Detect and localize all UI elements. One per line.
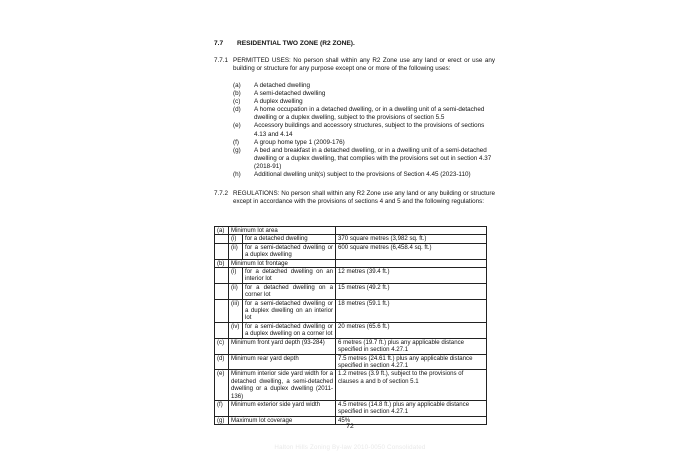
regulations-intro: REGULATIONS: No person shall within any R2 Zone use any land or any building or structure except in accordance with the provisions of sections 4 and 5 and the following regulations: (233, 190, 495, 206)
table-row: (a) Minimum lot area (215, 227, 487, 235)
list-item: (d) A home occupation in a detached dwelling, or in a dwelling unit of a semi-detached dwelling or a duplex dwelling, subject to the provisions of section 5.5 (233, 106, 485, 122)
table-row: (d) Minimum rear yard depth 7.5 metres (24.61 ft.) plus any applicable distance specified in section 4.27.1 (215, 354, 487, 370)
list-item: (e) Accessory buildings and accessory structures, subject to the provisions of sections 4.13 and 4.14 (233, 122, 485, 138)
list-item: (b) A semi-detached dwelling (233, 90, 326, 98)
section-number: 7.7 (214, 40, 224, 47)
table-row: (e) Minimum interior side yard width for a detached dwelling, a semi-detached dwelling or a duplex dwelling (2011-136) 1.2 metres (3.9 ft.), subject to the provisions of clauses a and b of section 5.1 (215, 370, 487, 401)
table-row: (i) for a detached dwelling on an interior lot 12 metres (39.4 ft.) (215, 268, 487, 284)
list-item: (h) Additional dwelling unit(s) subject to the provisions of Section 4.45 (2023-110) (233, 171, 471, 179)
regulations-number: 7.7.2 (214, 190, 229, 197)
section-title: RESIDENTIAL TWO ZONE (R2 ZONE). (237, 40, 355, 47)
table-row: (ii) for a semi-detached dwelling or a duplex dwelling 600 square metres (6,458.4 sq. ft.) (215, 243, 487, 259)
footer-watermark: Halton Hills Zoning By-law 2010-0050 Consolidated (274, 444, 426, 451)
permitted-uses-number: 7.7.1 (214, 57, 229, 64)
table-row: (f) Minimum exterior side yard width 4.5 metres (14.8 ft.) plus any applicable distance specified in section 4.27.1 (215, 400, 487, 416)
table-row: (ii) for a detached dwelling on a corner lot 15 metres (49.2 ft.) (215, 283, 487, 299)
list-item: (c) A duplex dwelling (233, 98, 303, 106)
table-row: (b) Minimum lot frontage (215, 259, 487, 267)
permitted-uses-intro: PERMITTED USES: No person shall within any R2 Zone use any land or erect or use any building or structure for any purpose except one or more of the following uses: (233, 57, 495, 73)
permitted-uses-list (233, 82, 493, 179)
regulations-table (214, 226, 487, 425)
table-row: (g) Maximum lot coverage 45% (215, 416, 487, 424)
table-row: (iii) for a semi-detached dwelling or a duplex dwelling on an interior lot 18 metres (59.1 ft.) (215, 299, 487, 322)
table-row: (iv) for a semi-detached dwelling or a duplex dwelling on a corner lot 20 metres (65.6 ft.) (215, 322, 487, 338)
page-number: 72 (346, 423, 354, 430)
list-item: (g) A bed and breakfast in a detached dwelling, or in a dwelling unit of a semi-detached dwelling or a duplex dwelling, that complies with the provisions set out in section 4.37 (2018-91) (233, 146, 492, 170)
list-item: (f) A group home type 1 (2009-176) (233, 138, 345, 146)
table-row: (c) Minimum front yard depth (93-284) 6 metres (19.7 ft.) plus any applicable distance specified in section 4.27.1 (215, 338, 487, 354)
table-row: (i) for a detached dwelling 370 square metres (3,982 sq. ft.) (215, 235, 487, 243)
list-item: (a) A detached dwelling (233, 82, 311, 89)
